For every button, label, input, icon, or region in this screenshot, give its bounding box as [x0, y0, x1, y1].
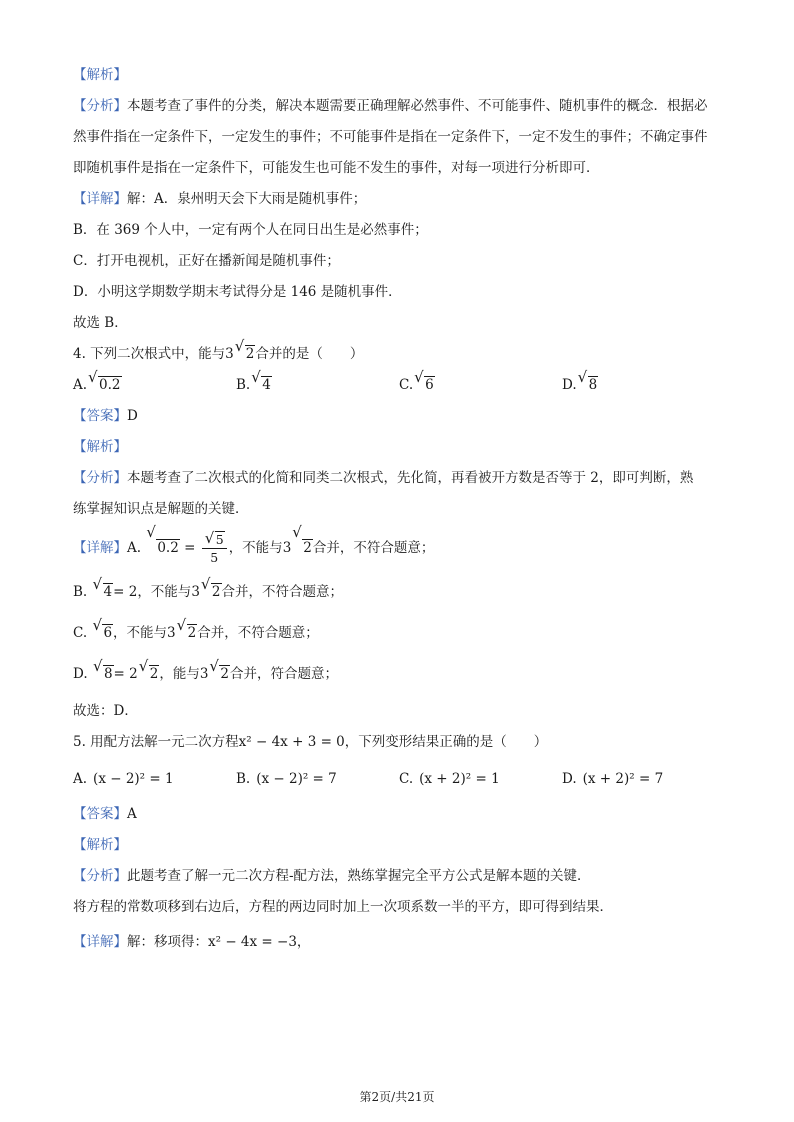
q5-analysis-heading: 【解析】 — [73, 837, 127, 853]
q5-stem: 5. 用配方法解一元二次方程x² − 4x + 3 = 0，下列变形结果正确的是（ ） — [73, 734, 548, 750]
q4-detail-b: B. √ 4= 2，不能与3 √ 2合并，不符合题意； — [73, 575, 343, 600]
q4-detail-d: D. √ 8= 2 √ 2，能与3 √ 2合并，符合题意； — [73, 657, 339, 682]
q3-conclusion: 故选 B． — [73, 315, 128, 331]
q4-detail-a: 【详解】A. √ 0.2 = √ 5 5 ，不能与3 √ 2合并，不符合题意； — [73, 523, 435, 565]
q5-option-d: D. (x + 2)² = 7 — [562, 771, 664, 787]
q3-fenxi-line-3: 即随机事件是指在一定条件下，可能发生也可能不发生的事件，对每一项进行分析即可． — [73, 160, 600, 176]
q4-options — [73, 370, 733, 401]
q5-fenxi-line-2: 将方程的常数项移到右边后，方程的两边同时加上一次项系数一半的平方，即可得到结果． — [73, 899, 613, 915]
q5-detail: 【详解】解：移项得：x² − 4x = −3， — [73, 934, 311, 950]
q5-options — [73, 764, 733, 795]
q3-detail-b: B．在 369 个人中，一定有两个人在同日出生是必然事件； — [73, 222, 428, 238]
q4-fenxi-line-1: 【分析】本题考查了二次根式的化简和同类二次根式，先化简，再看被开方数是否等于 2，即可判断，熟 — [73, 470, 694, 486]
q5-option-c: C. (x + 2)² = 1 — [399, 771, 500, 787]
q3-fenxi-line-2: 然事件指在一定条件下，一定发生的事件；不可能事件是指在一定条件下，一定不发生的事件；不确定事件 — [73, 129, 708, 145]
q5-option-a: A. (x − 2)² = 1 — [73, 771, 174, 787]
q4-fenxi-line-2: 练掌握知识点是解题的关键． — [73, 501, 249, 517]
q5-fenxi-line-1: 【分析】此题考查了解一元二次方程-配方法，熟练掌握完全平方公式是解本题的关键． — [73, 868, 591, 884]
q3-detail-c: C．打开电视机，正好在播新闻是随机事件； — [73, 253, 340, 269]
q4-option-b: B. √ 4 — [236, 368, 271, 393]
q4-option-c: C. √ 6 — [399, 368, 434, 393]
q4-stem: 4. 下列二次根式中，能与3 √ 2合并的是（ ） — [73, 337, 364, 362]
q3-detail-a: 【详解】解：A．泉州明天会下大雨是随机事件； — [73, 191, 367, 207]
q4-option-a: A. √ 0.2 — [73, 368, 121, 393]
q4-analysis-heading: 【解析】 — [73, 439, 127, 455]
q3-detail-d: D．小明这学期数学期末考试得分是 146 是随机事件． — [73, 284, 402, 300]
q5-answer: 【答案】A — [73, 806, 137, 822]
q4-detail-c: C. √ 6，不能与3 √ 2合并，不符合题意； — [73, 616, 319, 641]
page-content — [73, 60, 733, 958]
q3-fenxi-line-1: 【分析】本题考查了事件的分类，解决本题需要正确理解必然事件、不可能事件、随机事件的概念．根据必 — [73, 98, 708, 114]
q5-option-b: B. (x − 2)² = 7 — [236, 771, 337, 787]
q4-answer: 【答案】D — [73, 408, 138, 424]
page-footer: 第2页/共21页 — [359, 1090, 435, 1104]
q4-option-d: D. √ 8 — [562, 368, 598, 393]
q4-conclusion: 故选：D． — [73, 703, 138, 719]
q3-analysis-heading: 【解析】 — [73, 67, 127, 83]
